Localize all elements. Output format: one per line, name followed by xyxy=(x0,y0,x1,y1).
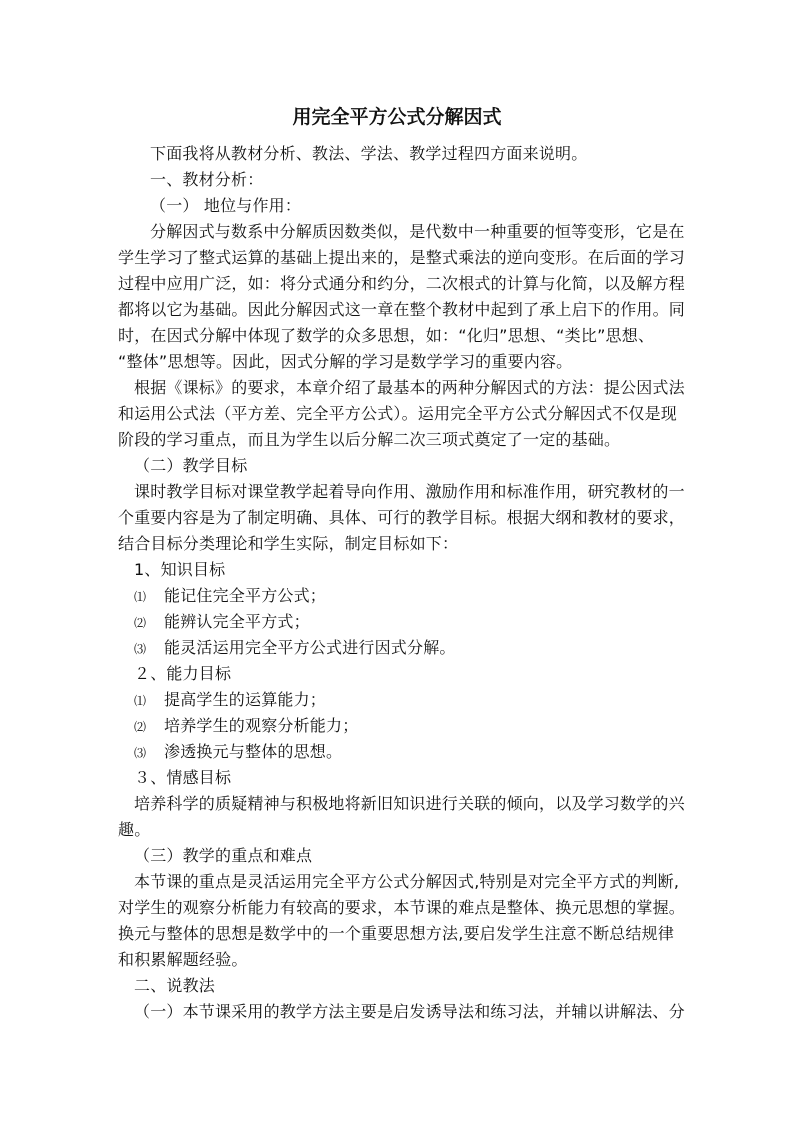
section1-heading: 一、教材分析： xyxy=(150,170,264,189)
list-item xyxy=(134,713,358,740)
part2-heading: （二）教学目标 xyxy=(134,456,248,475)
paragraph-line: 学生学习了整式运算的基础上提出来的，是整式乘法的逆向变形。在后面的学习 xyxy=(118,248,686,267)
list-text: 渗透换元与整体的思想。 xyxy=(164,742,343,761)
list-number: ⑴ xyxy=(134,694,147,708)
goal3-heading: ３、情感目标 xyxy=(134,768,232,787)
list-number: ⑴ xyxy=(134,590,147,604)
list-number: ⑵ xyxy=(134,616,147,630)
paragraph-line: 和积累解题经验。 xyxy=(118,950,248,969)
list-item xyxy=(134,635,456,662)
paragraph-line: “整体”思想等。因此，因式分解的学习是数学学习的重要内容。 xyxy=(118,352,573,371)
list-text: 能记住完全平方公式； xyxy=(164,586,327,605)
part1-heading: （一） 地位与作用： xyxy=(150,196,302,215)
list-text: 能灵活运用完全平方公式进行因式分解。 xyxy=(164,638,456,657)
paragraph-line: 结合目标分类理论和学生实际，制定目标如下： xyxy=(118,534,459,553)
paragraph-line: 培养科学的质疑精神与积极地将新旧知识进行关联的倾向，以及学习数学的兴 xyxy=(134,794,685,813)
list-item xyxy=(134,609,310,636)
goal1-heading: 1、知识目标 xyxy=(134,560,226,579)
paragraph-line: 和运用公式法（平方差、完全平方公式）。运用完全平方公式分解因式不仅是现 xyxy=(118,404,678,423)
paragraph-line: 分解因式与数系中分解质因数类似，是代数中一种重要的恒等变形，它是在 xyxy=(150,222,685,241)
paragraph-line: 时，在因式分解中体现了数学的众多思想，如：“化归”思想、“类比”思想、 xyxy=(118,326,655,345)
part3-heading: （三）教学的重点和难点 xyxy=(134,846,313,865)
list-number: ⑶ xyxy=(134,746,147,760)
list-text: 提高学生的运算能力； xyxy=(164,690,327,709)
section2-heading: 二、说教法 xyxy=(134,976,216,995)
paragraph-line: 对学生的观察分析能力有较高的要求，本节课的难点是整体、换元思想的掌握。 xyxy=(118,898,686,917)
list-item xyxy=(134,687,326,714)
paragraph-line: （一）本节课采用的教学方法主要是启发诱导法和练习法，并辅以讲解法、分 xyxy=(134,1002,685,1021)
paragraph-line: 换元与整体的思想是数学中的一个重要思想方法,要启发学生注意不断总结规律 xyxy=(118,924,675,943)
list-number: ⑵ xyxy=(134,720,147,734)
paragraph-line: 阶段的学习重点，而且为学生以后分解二次三项式奠定了一定的基础。 xyxy=(118,430,621,449)
paragraph-line: 根据《课标》的要求，本章介绍了最基本的两种分解因式的方法：提公因式法 xyxy=(134,378,685,397)
list-text: 培养学生的观察分析能力； xyxy=(164,716,359,735)
list-number: ⑶ xyxy=(134,642,147,656)
list-text: 能辨认完全平方式； xyxy=(164,612,310,631)
list-item xyxy=(134,583,326,610)
paragraph-line: 都将以它为基础。因此分解因式这一章在整个教材中起到了承上启下的作用。同 xyxy=(118,300,686,319)
goal2-heading: ２、能力目标 xyxy=(134,664,232,683)
document-title: 用完全平方公式分解因式 xyxy=(292,106,502,128)
paragraph-line: 趣。 xyxy=(118,820,151,839)
paragraph-line: 过程中应用广泛，如：将分式通分和约分，二次根式的计算与化简，以及解方程 xyxy=(118,274,686,293)
list-item xyxy=(134,739,342,766)
paragraph-line: 课时教学目标对课堂教学起着导向作用、激励作用和标准作用，研究教材的一 xyxy=(134,482,685,501)
intro-text: 下面我将从教材分析、教法、学法、教学过程四方面来说明。 xyxy=(150,144,588,163)
paragraph-line: 个重要内容是为了制定明确、具体、可行的教学目标。根据大纲和教材的要求， xyxy=(118,508,686,527)
paragraph-line: 本节课的重点是灵活运用完全平方公式分解因式,特别是对完全平方式的判断, xyxy=(134,872,680,891)
